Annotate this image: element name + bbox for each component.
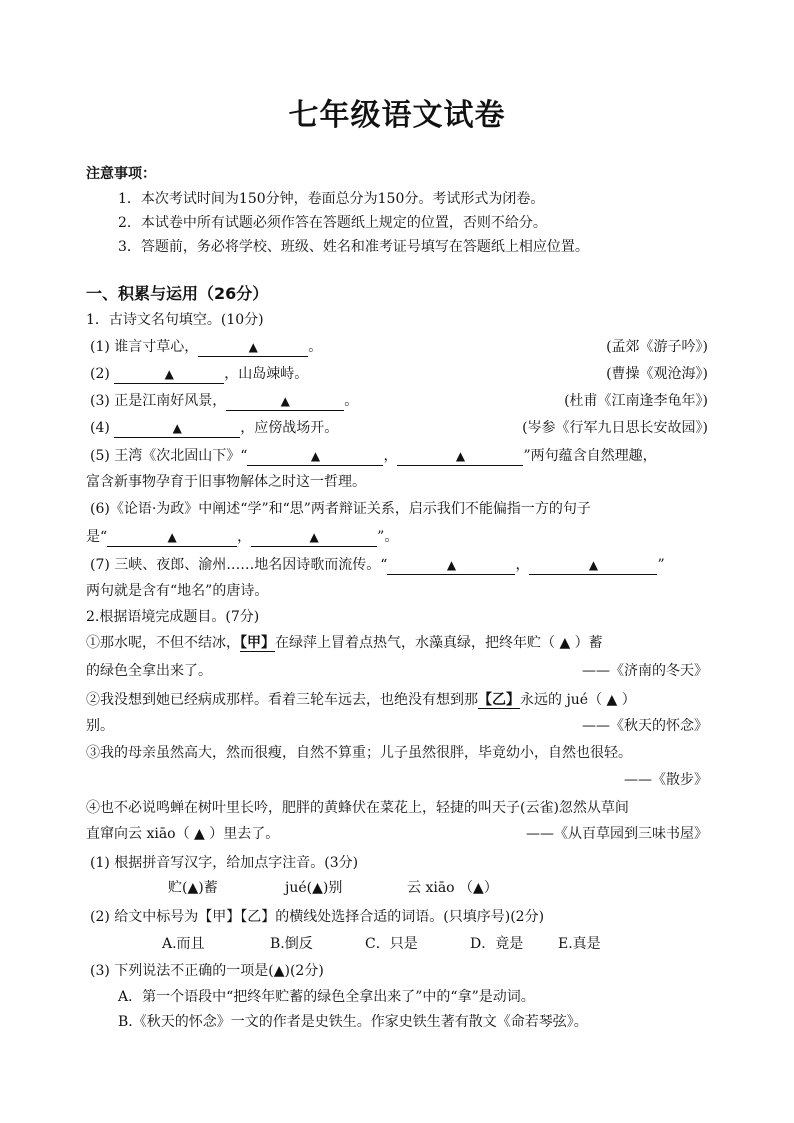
q2-passage-4-source: ——《从百草园到三味书屋》	[526, 826, 708, 842]
q2-passage-4: ④也不必说鸣蝉在树叶里长吟，肥胖的黄蜂伏在菜花上，轻捷的叫天子(云雀)忽然从草间	[86, 800, 629, 816]
q1-line-4	[90, 418, 338, 438]
q1-line-5-sep: ，	[383, 448, 398, 464]
notice-heading: 注意事项：	[86, 166, 156, 182]
q1-line-5	[90, 446, 657, 466]
q1-line-2-end: ，山岛竦峙。	[224, 366, 309, 382]
answer-blank[interactable]	[114, 419, 240, 438]
q1-line-2-text: (2)	[90, 366, 110, 382]
option-d: D．竟是	[470, 936, 524, 952]
q1-line-1-end: 。	[308, 339, 323, 355]
sub-question-3: (3) 下列说法不正确的一项是(▲)(2分)	[90, 963, 324, 979]
q1-line-4-text: (4)	[90, 420, 110, 436]
tag-jia: 【甲】	[240, 635, 275, 651]
triangle-icon: ▲	[172, 421, 182, 435]
sub1-answer-1[interactable]: 贮(▲)蓄	[168, 880, 218, 896]
exam-title: 七年级语文试卷	[288, 98, 506, 133]
triangle-icon: ▲	[167, 530, 177, 544]
sub3-choice-b: B.《秋天的怀念》一文的作者是史铁生。作家史铁生著有散文《命若琴弦》。	[118, 1014, 588, 1030]
option-c: C．只是	[365, 936, 418, 952]
triangle-icon: ▲	[164, 367, 174, 381]
answer-blank[interactable]	[226, 392, 344, 411]
q1-line-2	[90, 364, 308, 384]
notice-item-2: 2．本试卷中所有试题必须作答在答题纸上规定的位置，否则不给分。	[118, 215, 547, 231]
q1-line-1-source: (孟郊《游子吟》)	[606, 339, 708, 355]
option-b: B.倒反	[270, 936, 313, 952]
answer-blank[interactable]	[247, 447, 383, 466]
q1-line-5-text: (5) 王湾《次北固山下》“	[90, 448, 248, 464]
triangle-icon: ▲	[248, 340, 258, 354]
q1-line-3-source: (杜甫《江南逢李龟年》)	[564, 393, 708, 409]
q2-passage-2-cont: 别。	[86, 718, 114, 734]
q2-passage-4-cont: 直窜向云 xiāo（ ▲ ）里去了。	[86, 826, 280, 842]
answer-blank[interactable]	[107, 528, 237, 547]
answer-blank[interactable]	[114, 365, 224, 384]
q2-passage-1-cont: 的绿色全拿出来了。	[86, 663, 212, 679]
q1-line-1-text: (1) 谁言寸草心，	[90, 339, 199, 355]
q1-line-6-end: ”。	[377, 529, 399, 545]
q1-line-5-end: ”两句蕴含自然理趣，	[523, 448, 657, 464]
q1-line-4-source: (岑参《行军九日思长安故园》)	[522, 420, 708, 436]
triangle-icon: ▲	[446, 558, 457, 572]
option-e: E.真是	[558, 936, 601, 952]
q1-line-7-text: (7) 三峡、夜郎、渝州……地名因诗歌而流传。“	[90, 557, 388, 573]
answer-blank[interactable]	[529, 556, 657, 575]
q1-line-1	[90, 337, 322, 357]
passage-2-text-a: ②我没想到她已经病成那样。看着三轮车远去，也绝没有想到那	[86, 692, 478, 708]
answer-blank[interactable]	[198, 338, 308, 357]
q1-stem: 1．古诗文名句填空。(10分)	[86, 312, 264, 328]
sub1-answer-2[interactable]: jué(▲)别	[285, 880, 343, 896]
tag-yi: 【乙】	[478, 692, 520, 708]
triangle-icon: ▲	[280, 394, 290, 408]
section-title: 一、积累与运用（26分）	[86, 284, 269, 303]
q2-passage-2	[86, 690, 636, 710]
q2-passage-1	[86, 633, 603, 653]
q1-line-6: (6)《论语·为政》中阐述“学”和“思”两者辩证关系，启示我们不能偏指一方的句子	[90, 501, 591, 517]
q2-stem: 2.根据语境完成题目。(7分)	[86, 609, 260, 625]
option-a: A.而且	[162, 936, 205, 952]
q1-line-7	[90, 555, 665, 575]
triangle-icon: ▲	[309, 530, 319, 544]
q1-line-6-sep: ，	[237, 529, 252, 545]
notice-item-1: 1．本次考试时间为150分钟，卷面总分为150分。考试形式为闭卷。	[118, 191, 545, 207]
answer-blank[interactable]	[387, 556, 515, 575]
triangle-icon: ▲	[310, 449, 321, 463]
passage-1-text-a: ①那水呢，不但不结冰，	[86, 635, 240, 651]
answer-blank[interactable]	[397, 447, 523, 466]
q1-line-7-sep: ，	[515, 557, 530, 573]
answer-blank[interactable]	[251, 528, 377, 547]
sub1-answer-3[interactable]: 云 xiāo （▲）	[407, 880, 498, 896]
q2-passage-3-source: ——《散步》	[624, 772, 708, 788]
triangle-icon: ▲	[588, 558, 599, 572]
q1-line-3-text: (3) 正是江南好风景，	[90, 393, 227, 409]
sub3-choice-a: A．第一个语段中“把终年贮蓄的绿色全拿出来了”中的“拿”是动词。	[118, 989, 535, 1005]
q1-line-6-blanks	[86, 527, 398, 547]
passage-2-text-b: 永远的 jué（ ▲ ）	[520, 692, 636, 708]
q1-line-7-cont: 两句就是含有“地名”的唐诗。	[86, 583, 269, 599]
q1-line-3-end: 。	[344, 393, 359, 409]
q2-passage-1-source: ——《济南的冬天》	[582, 663, 708, 679]
triangle-icon: ▲	[455, 449, 466, 463]
q1-line-2-source: (曹操《观沧海》)	[606, 366, 708, 382]
passage-1-text-b: 在绿萍上冒着点热气，水藻真绿，把终年贮（ ▲ ）蓄	[275, 635, 603, 651]
q1-line-5-cont: 富含新事物孕育于旧事物解体之时这一哲理。	[86, 474, 366, 490]
q2-passage-3: ③我的母亲虽然高大，然而很瘦，自然不算重；儿子虽然很胖，毕竟幼小，自然也很轻。	[86, 745, 632, 761]
sub-question-2: (2) 给文中标号为【甲】【乙】的横线处选择合适的词语。(只填序号)(2分)	[90, 909, 545, 925]
q1-line-6-start: 是“	[86, 529, 108, 545]
q1-line-4-end: ，应傍战场开。	[240, 420, 339, 436]
q2-passage-2-source: ——《秋天的怀念》	[582, 718, 708, 734]
q1-line-7-end: ”	[657, 557, 665, 573]
q1-line-3	[90, 391, 358, 411]
notice-item-3: 3．答题前，务必将学校、班级、姓名和准考证号填写在答题纸上相应位置。	[118, 239, 589, 255]
sub-question-1: (1) 根据拼音写汉字，给加点字注音。(3分)	[90, 855, 359, 871]
